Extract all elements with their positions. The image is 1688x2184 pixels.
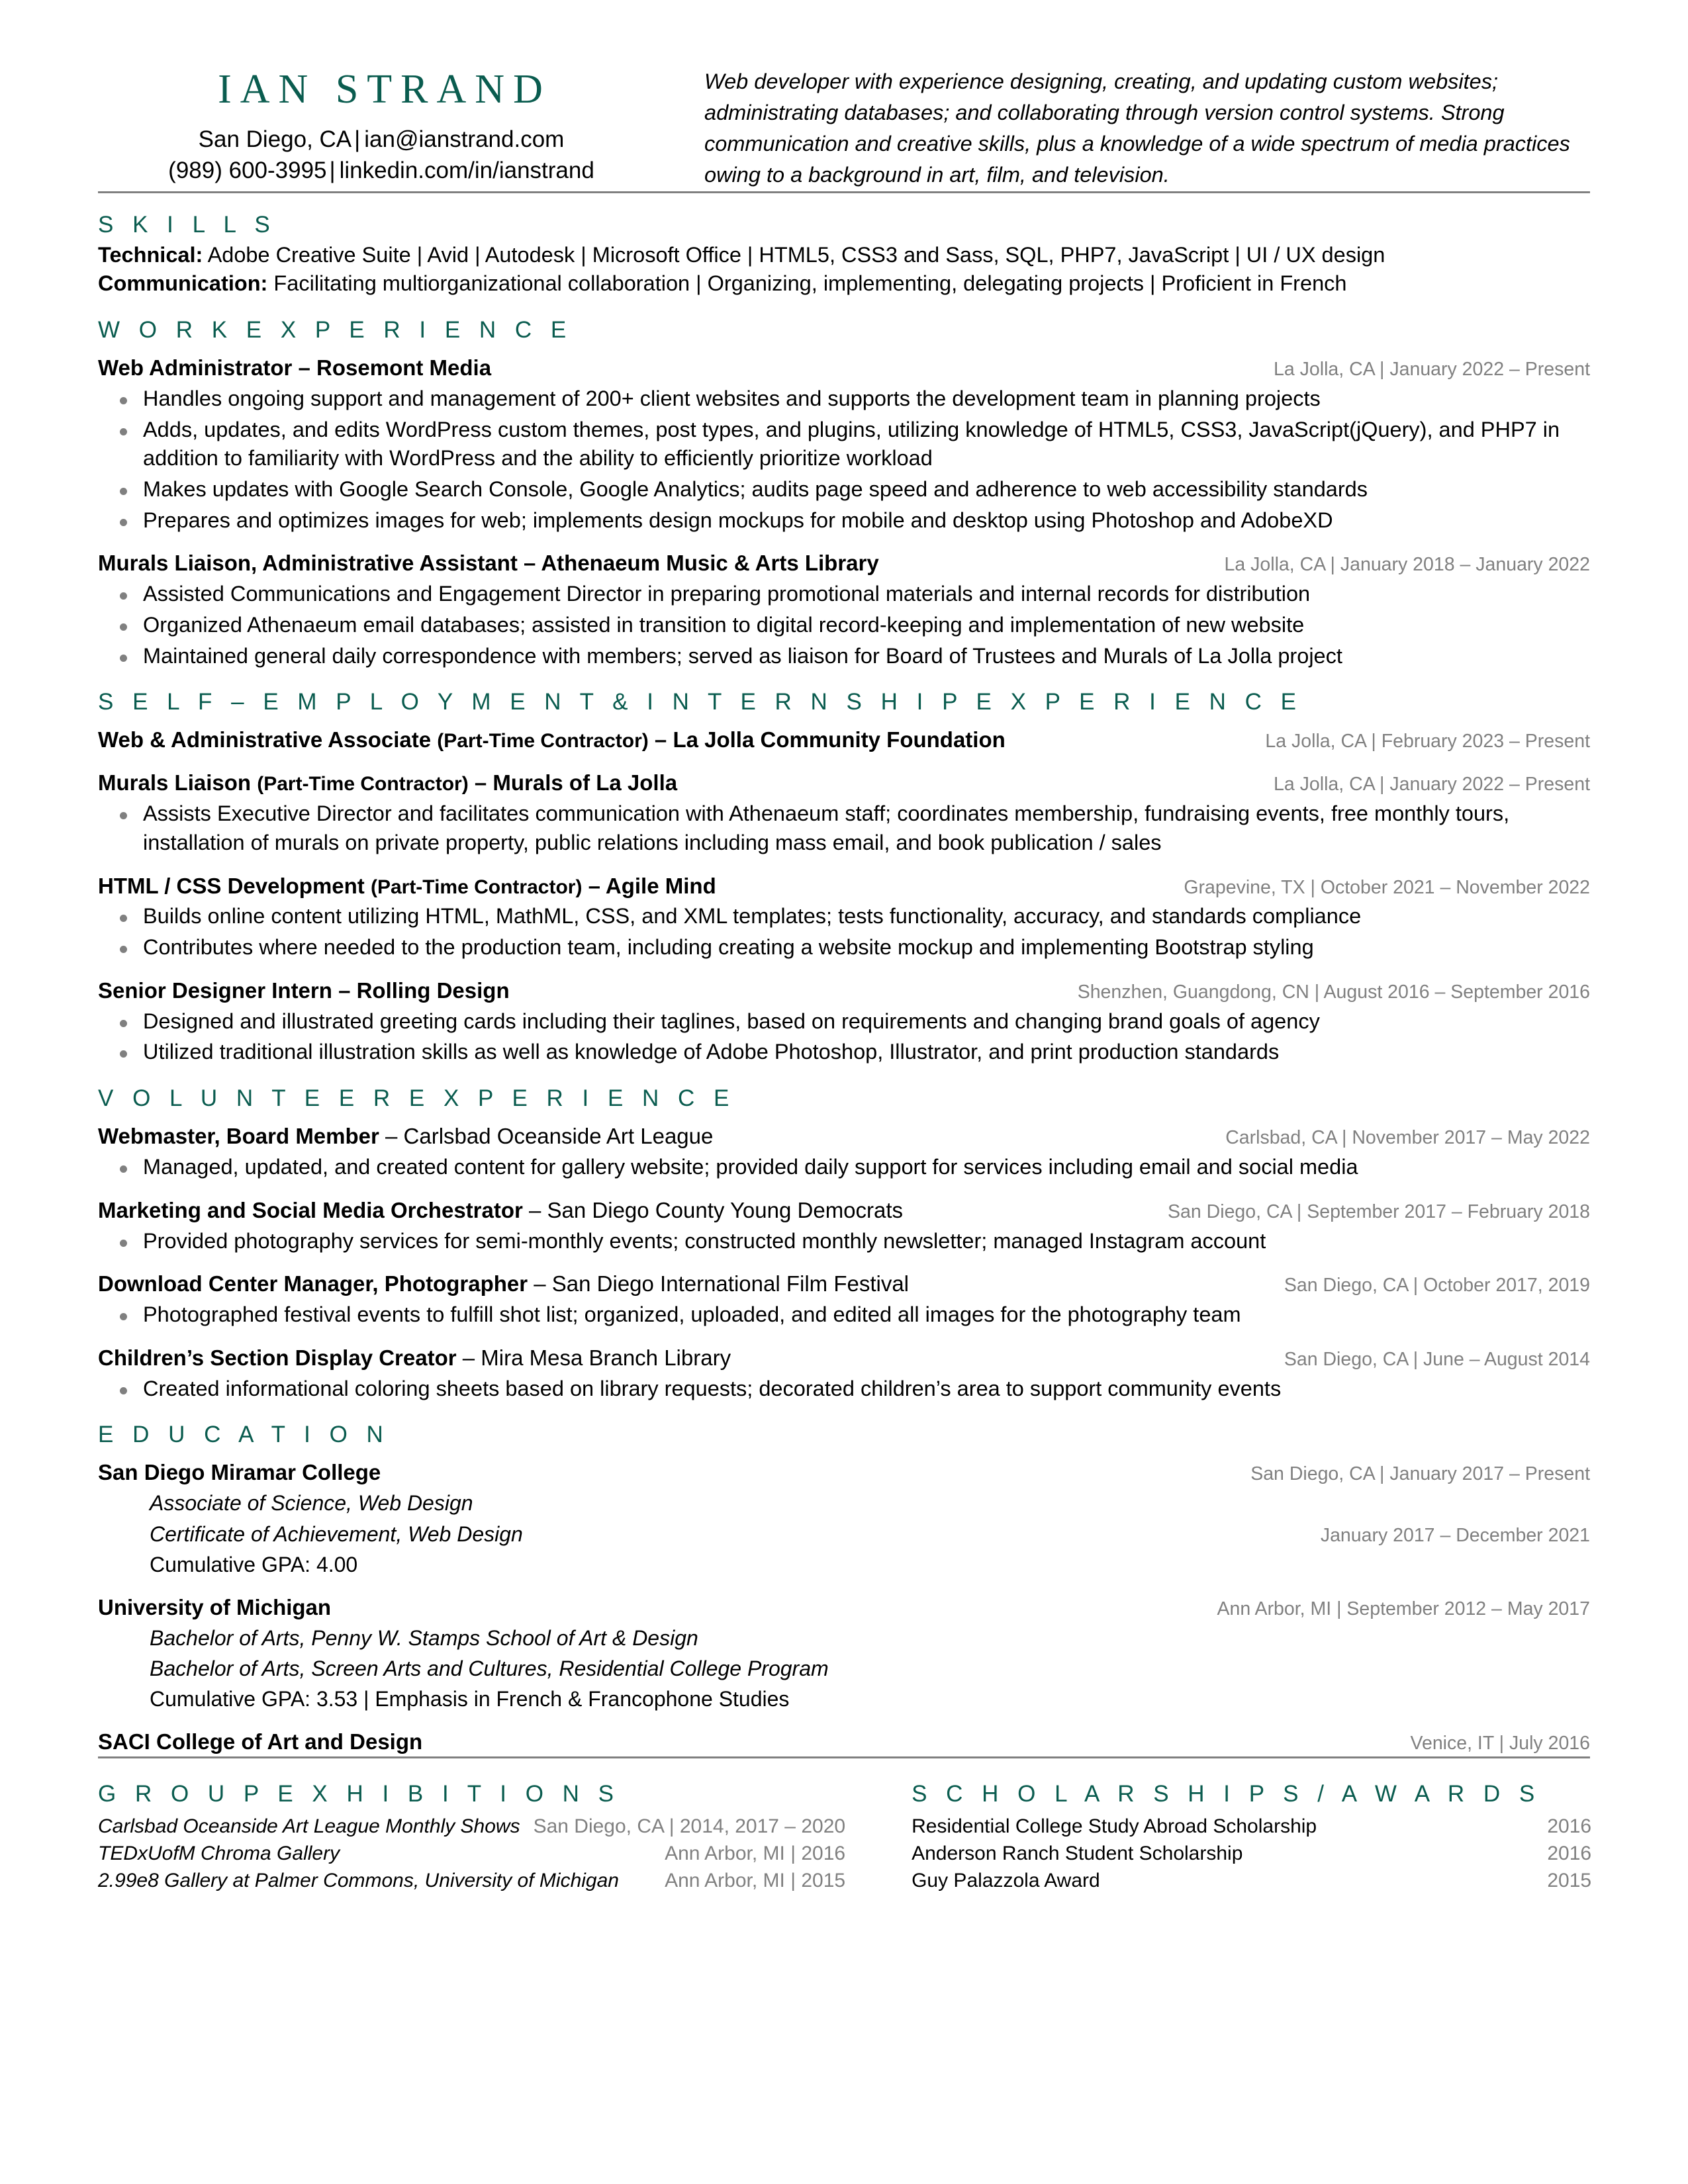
exhibition-label: TEDxUofM Chroma Gallery [98,1843,340,1865]
list-item: Designed and illustrated greeting cards including their taglines, based on requirements and changing brand goals of agency [98,1007,1590,1036]
page-title: IAN STRAND [218,67,551,112]
entry-title-org: – Agile Mind [582,873,716,898]
award-row [912,1840,1591,1867]
work-entry-bullets [98,580,1590,670]
entry-title-main: Marketing and Social Media Orchestrator [98,1197,523,1222]
volunteer-entry-bullets [98,1227,1590,1256]
education-detail [98,1684,1590,1713]
list-item: Contributes where needed to the production team, including creating a website mockup and implementing Bootstrap styling [98,933,1590,962]
work-entry-meta: La Jolla, CA | January 2018 – January 2022 [1224,554,1590,576]
entry-title-org: – Carlsbad Oceanside Art League [379,1124,714,1149]
education-entry-meta: Ann Arbor, MI | September 2012 – May 2017 [1217,1598,1590,1619]
entry-title-main: Senior Designer Intern – Rolling Design [98,978,510,1003]
exhibition-row [98,1813,845,1840]
work-entry [98,354,1590,535]
self-employment-entry-meta: Shenzhen, Guangdong, CN | August 2016 – September 2016 [1077,981,1590,1003]
list-item: Utilized traditional illustration skills as well as knowledge of Adobe Photoshop, Illustrator, and print production standards [98,1038,1590,1067]
education-entry-meta: Venice, IT | July 2016 [1410,1733,1590,1754]
education-detail [98,1623,1590,1653]
list-item: Assists Executive Director and facilitates communication with Athenaeum staff; coordinates membership, fundraising events, free monthly tours, installation of murals on private property, public relations including mass email, and book publication / sales [98,799,1590,857]
resume-footer [98,1781,1590,1894]
skills-value-communication: Facilitating multiorganizational collaboration | Organizing, implementing, delegating projects | Proficient in French [267,271,1347,296]
list-item: Builds online content utilizing HTML, MathML, CSS, and XML templates; tests functionality, accuracy, and standards compliance [98,902,1590,931]
entry-title-main: Web & Administrative Associate [98,727,438,752]
work-entry-header [98,549,1590,578]
education-entry-meta: San Diego, CA | January 2017 – Present [1250,1463,1590,1485]
education-detail-text: Certificate of Achievement, Web Design [150,1522,523,1546]
exhibition-row [98,1840,845,1867]
work-entry-title: Murals Liaison, Administrative Assistant – Athenaeum Music & Arts Library [98,551,879,576]
education-entry [98,1594,1590,1713]
education-detail-text: Cumulative GPA: 4.00 [150,1552,358,1576]
exhibition-meta: San Diego, CA | 2014, 2017 – 2020 [533,1815,846,1838]
list-item: Photographed festival events to fulfill shot list; organized, uploaded, and edited all images for the photography team [98,1300,1590,1330]
entry-title-main: Children’s Section Display Creator [98,1345,457,1370]
award-row [912,1867,1591,1894]
section-heading-skills: S K I L L S [98,211,277,238]
self-employment-entry-title [98,977,510,1005]
education-detail-text: Bachelor of Arts, Penny W. Stamps School of Art & Design [150,1625,698,1650]
education-school-name: San Diego Miramar College [98,1460,381,1485]
education-detail [98,1488,1590,1518]
award-year: 2015 [1547,1870,1592,1892]
entry-title-main: Webmaster, Board Member [98,1124,379,1149]
professional-summary: Web developer with experience designing, creating, and updating custom websites; administrating databases; and collaborating through version control systems. Strong communication and creative skills, plus a knowledge of a wide spectrum of media practices owing to a background in art, film, and television. [704,69,1570,187]
education-detail-text: Associate of Science, Web Design [150,1491,473,1516]
entry-title-org: – Mira Mesa Branch Library [456,1345,731,1370]
work-entry-header [98,354,1590,383]
contact-line-2 [117,156,646,187]
work-entry [98,549,1590,670]
self-employment-entry [98,872,1590,962]
education-entry [98,1728,1590,1756]
self-employment-entry-title [98,872,716,901]
exhibition-meta: Ann Arbor, MI | 2016 [665,1843,846,1865]
self-employment-entry-title [98,726,1006,754]
contact-separator: | [329,157,337,183]
education-detail-meta: January 2017 – December 2021 [1320,1524,1590,1546]
exhibition-label: Carlsbad Oceanside Art League Monthly Shows [98,1815,520,1838]
section-heading-self-employment: S E L F – E M P L O Y M E N T & I N T E R N S H I P E X P E R I E N C E [98,689,1303,715]
skills-value-technical: Adobe Creative Suite | Avid | Autodesk | Microsoft Office | HTML5, CSS3 and Sass, SQL, PHP7, JavaScript | UI / UX design [203,242,1385,267]
list-item: Created informational coloring sheets based on library requests; decorated children’s area to support community events [98,1375,1590,1404]
volunteer-entry-meta: San Diego, CA | September 2017 – February 2018 [1168,1201,1590,1222]
award-year: 2016 [1547,1843,1592,1865]
award-year: 2016 [1547,1815,1592,1838]
education-entry [98,1459,1590,1579]
self-employment-entry-header [98,977,1590,1005]
volunteer-entry-bullets [98,1153,1590,1182]
contact-location: San Diego, CA [198,126,352,152]
skills-row-communication [98,269,1590,298]
volunteer-entry-title [98,1122,713,1151]
work-entry-meta: La Jolla, CA | January 2022 – Present [1274,358,1590,380]
header-divider [98,191,1590,193]
entry-title-qualifier: (Part-Time Contractor) [257,773,469,796]
entry-title-qualifier: (Part-Time Contractor) [437,730,649,752]
list-item: Prepares and optimizes images for web; implements design mockups for mobile and desktop using Photoshop and AdobeXD [98,506,1590,535]
self-employment-entry-bullets [98,902,1590,962]
volunteer-entry [98,1270,1590,1330]
contact-phone: (989) 600-3995 [168,157,327,183]
volunteer-entry [98,1122,1590,1182]
education-detail [98,1654,1590,1683]
volunteer-entry-meta: San Diego, CA | October 2017, 2019 [1284,1275,1590,1297]
contact-linkedin[interactable]: linkedin.com/in/ianstrand [339,157,594,183]
resume-header [98,0,1590,191]
list-item: Makes updates with Google Search Console, Google Analytics; audits page speed and adherence to web accessibility standards [98,475,1590,504]
education-detail [98,1550,1590,1579]
entry-title-main: Murals Liaison [98,770,258,796]
self-employment-entry-header [98,769,1590,797]
self-employment-entry-title [98,769,677,797]
section-heading-education: E D U C A T I O N [98,1422,390,1448]
list-item: Handles ongoing support and management of 200+ client websites and supports the development team in planning projects [98,385,1590,414]
list-item: Assisted Communications and Engagement Director in preparing promotional materials and internal records for distribution [98,580,1590,609]
list-item: Provided photography services for semi-monthly events; constructed monthly newsletter; managed Instagram account [98,1227,1590,1256]
footer-divider [98,1756,1590,1758]
volunteer-entry [98,1197,1590,1256]
self-employment-entry-meta: La Jolla, CA | February 2023 – Present [1265,731,1590,752]
exhibition-row [98,1867,845,1894]
volunteer-entry-header [98,1122,1590,1151]
education-detail-text: Bachelor of Arts, Screen Arts and Cultures, Residential College Program [150,1657,829,1681]
education-entry-header [98,1728,1590,1756]
exhibition-meta: Ann Arbor, MI | 2015 [665,1870,846,1892]
self-employment-entry [98,769,1590,857]
entry-title-main: Download Center Manager, Photographer [98,1271,528,1297]
self-employment-entry [98,977,1590,1067]
volunteer-entry-bullets [98,1300,1590,1330]
entry-title-org: – La Jolla Community Foundation [648,727,1006,752]
self-employment-entry-header [98,872,1590,901]
volunteer-entry-title [98,1344,731,1373]
section-heading-group-exhibitions: G R O U P E X H I B I T I O N S [98,1781,620,1807]
list-item: Adds, updates, and edits WordPress custom themes, post types, and plugins, utilizing knowledge of HTML5, CSS3, JavaScript(jQuery), and PHP7 in addition to familiarity with WordPress and the ability to efficiently prioritize workload [98,416,1590,473]
skills-label-communication: Communication: [98,271,268,296]
group-exhibitions-column [98,1781,845,1894]
skills-label-technical: Technical: [98,242,203,267]
award-label: Anderson Ranch Student Scholarship [912,1843,1243,1865]
section-heading-scholarships-awards: S C H O L A R S H I P S / A W A R D S [912,1781,1541,1807]
education-school-name: University of Michigan [98,1595,332,1619]
volunteer-entry-header [98,1344,1590,1373]
work-entry-title: Web Administrator – Rosemont Media [98,355,492,380]
contact-email[interactable]: ian@ianstrand.com [364,126,565,152]
volunteer-entry-meta: San Diego, CA | June – August 2014 [1284,1348,1590,1370]
work-entry-bullets [98,385,1590,535]
volunteer-entry-meta: Carlsbad, CA | November 2017 – May 2022 [1225,1127,1590,1149]
entry-title-main: HTML / CSS Development [98,873,371,898]
education-detail [98,1520,1590,1549]
header-summary-block [646,64,1578,191]
education-entry-header [98,1594,1590,1622]
award-label: Residential College Study Abroad Scholarship [912,1815,1317,1838]
skills-row-technical [98,241,1590,270]
contact-line-1 [117,124,646,156]
entry-title-qualifier: (Part-Time Contractor) [370,876,583,898]
entry-title-org: – San Diego International Film Festival [528,1271,910,1297]
entry-title-org: – Murals of La Jolla [468,770,678,796]
award-label: Guy Palazzola Award [912,1870,1100,1892]
section-heading-volunteer-experience: V O L U N T E E R E X P E R I E N C E [98,1085,735,1112]
volunteer-entry-title [98,1197,903,1225]
exhibition-label: 2.99e8 Gallery at Palmer Commons, University of Michigan [98,1870,619,1892]
self-employment-entry-meta: La Jolla, CA | January 2022 – Present [1274,774,1590,796]
education-school-name: SACI College of Art and Design [98,1729,423,1754]
education-detail-text: Cumulative GPA: 3.53 | Emphasis in French & Francophone Studies [150,1687,790,1711]
education-entry-header [98,1459,1590,1487]
volunteer-entry-header [98,1270,1590,1298]
entry-title-org: – San Diego County Young Democrats [522,1197,904,1222]
award-row [912,1813,1591,1840]
list-item: Maintained general daily correspondence with members; served as liaison for Board of Trustees and Murals of La Jolla project [98,642,1590,671]
list-item: Organized Athenaeum email databases; assisted in transition to digital record-keeping and implementation of new website [98,611,1590,640]
contact-separator: | [354,126,362,152]
volunteer-entry-header [98,1197,1590,1225]
volunteer-entry-title [98,1270,909,1298]
self-employment-entry-header [98,726,1590,754]
self-employment-entry [98,726,1590,754]
volunteer-entry-bullets [98,1375,1590,1404]
scholarships-awards-column [845,1781,1591,1894]
self-employment-entry-bullets [98,1007,1590,1067]
resume-body [98,212,1590,1757]
list-item: Managed, updated, and created content for gallery website; provided daily support for services including email and social media [98,1153,1590,1182]
self-employment-entry-bullets [98,799,1590,857]
section-heading-work-experience: W O R K E X P E R I E N C E [98,316,573,343]
header-identity-block [117,64,646,186]
volunteer-entry [98,1344,1590,1404]
self-employment-entry-meta: Grapevine, TX | October 2021 – November 2022 [1184,876,1590,898]
